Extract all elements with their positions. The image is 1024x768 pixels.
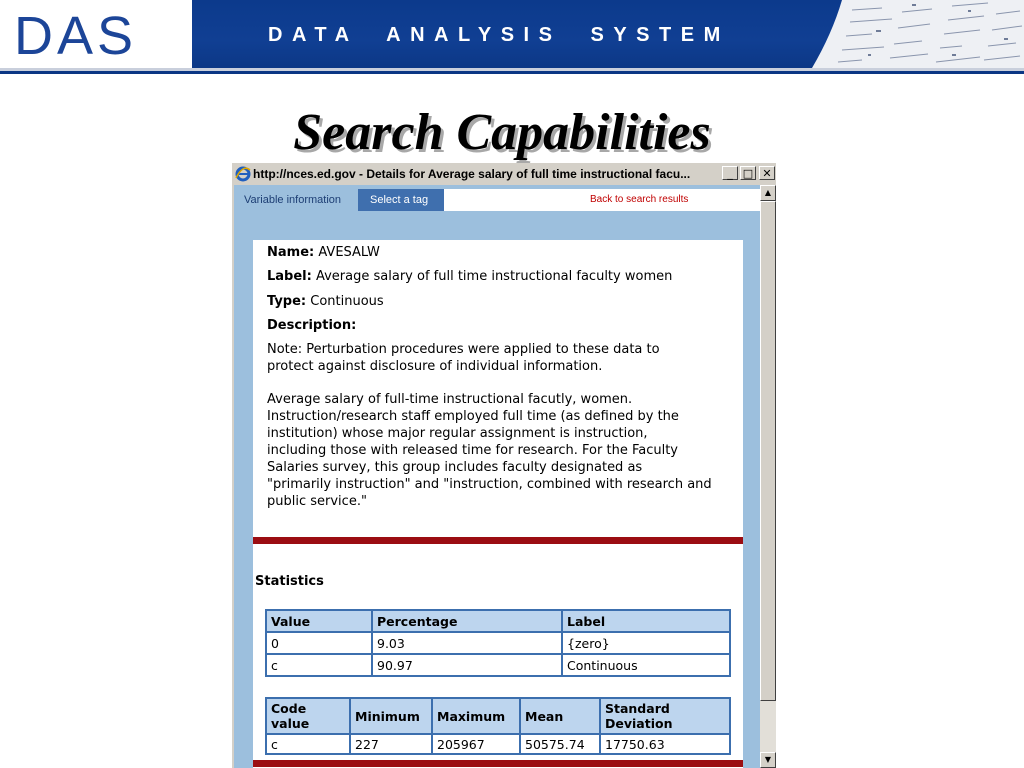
column-header: Standard Deviation bbox=[600, 698, 730, 734]
table-cell: 50575.74 bbox=[520, 734, 600, 754]
statistics-heading: Statistics bbox=[255, 574, 324, 589]
table-cell: Continuous bbox=[562, 654, 730, 676]
variable-details-panel bbox=[253, 240, 743, 768]
column-header: Percentage bbox=[372, 610, 562, 632]
table-cell: 9.03 bbox=[372, 632, 562, 654]
scroll-up-button[interactable]: ▲ bbox=[760, 185, 776, 201]
table-cell: 17750.63 bbox=[600, 734, 730, 754]
column-header: Label bbox=[562, 610, 730, 632]
table-row bbox=[266, 654, 730, 676]
table-header-row bbox=[266, 610, 730, 632]
variable-type-value: Continuous bbox=[310, 294, 384, 309]
banner-divider bbox=[0, 68, 1024, 71]
description-body: Average salary of full-time instructional facutly, women. Instruction/research staff employed full time (as defined by the institution) whose major regular assignment is instruction, including those with released time for research. For the Faculty Salaries survey, this group includes faculty designated as "primarily instruction" and "instruction, combined with research and public service." bbox=[267, 392, 712, 509]
summary-statistics-table bbox=[265, 697, 731, 755]
slide-title: Search Capabilities bbox=[293, 104, 711, 161]
table-row bbox=[266, 734, 730, 754]
window-title: http://nces.ed.gov - Details for Average salary of full time instructional facu... bbox=[253, 167, 691, 181]
description-note: Note: Perturbation procedures were applied to these data to protect against disclosure of individual information. bbox=[267, 342, 660, 374]
variable-description-label: Description: bbox=[267, 318, 357, 333]
variable-name-label: Name: bbox=[267, 245, 315, 260]
das-logo bbox=[0, 0, 192, 68]
table-cell: c bbox=[266, 734, 350, 754]
scroll-down-button[interactable]: ▼ bbox=[760, 752, 776, 768]
variable-type-row bbox=[267, 293, 384, 310]
variable-type-label: Type: bbox=[267, 294, 307, 309]
close-button[interactable]: ✕ bbox=[759, 166, 775, 180]
minimize-button[interactable]: _ bbox=[722, 166, 738, 180]
table-cell: c bbox=[266, 654, 372, 676]
vertical-scrollbar[interactable] bbox=[760, 185, 776, 768]
maximize-button[interactable]: □ bbox=[740, 166, 756, 180]
window-titlebar[interactable] bbox=[232, 163, 776, 184]
column-header: Code value bbox=[266, 698, 350, 734]
das-logo-text: DAS bbox=[14, 6, 138, 66]
back-to-search-results-link[interactable]: Back to search results bbox=[590, 194, 689, 205]
section-divider bbox=[253, 760, 743, 767]
decorative-data-graphic bbox=[812, 0, 1024, 68]
ie-icon bbox=[235, 166, 251, 182]
section-divider bbox=[253, 537, 743, 544]
tab-variable-information[interactable]: Variable information bbox=[234, 189, 358, 211]
table-header-row bbox=[266, 698, 730, 734]
banner-tagline: DATA ANALYSIS SYSTEM bbox=[268, 24, 730, 46]
frequency-table bbox=[265, 609, 731, 677]
variable-label-label: Label: bbox=[267, 269, 312, 284]
column-header: Value bbox=[266, 610, 372, 632]
page-content bbox=[234, 185, 760, 768]
das-banner bbox=[0, 0, 1024, 74]
column-header: Minimum bbox=[350, 698, 432, 734]
table-cell: 0 bbox=[266, 632, 372, 654]
table-cell: 90.97 bbox=[372, 654, 562, 676]
variable-description-row bbox=[267, 317, 356, 334]
column-header: Mean bbox=[520, 698, 600, 734]
browser-popup-window[interactable] bbox=[232, 163, 776, 768]
variable-name-value: AVESALW bbox=[318, 245, 380, 260]
table-row bbox=[266, 632, 730, 654]
table-cell: {zero} bbox=[562, 632, 730, 654]
scrollbar-thumb[interactable] bbox=[760, 201, 776, 701]
table-cell: 205967 bbox=[432, 734, 520, 754]
tab-select-a-tag[interactable]: Select a tag bbox=[358, 189, 444, 211]
variable-label-value: Average salary of full time instructional faculty women bbox=[315, 269, 673, 284]
column-header: Maximum bbox=[432, 698, 520, 734]
variable-name-row bbox=[267, 244, 380, 261]
tab-strip bbox=[234, 189, 760, 211]
table-cell: 227 bbox=[350, 734, 432, 754]
variable-label-row bbox=[267, 268, 672, 285]
